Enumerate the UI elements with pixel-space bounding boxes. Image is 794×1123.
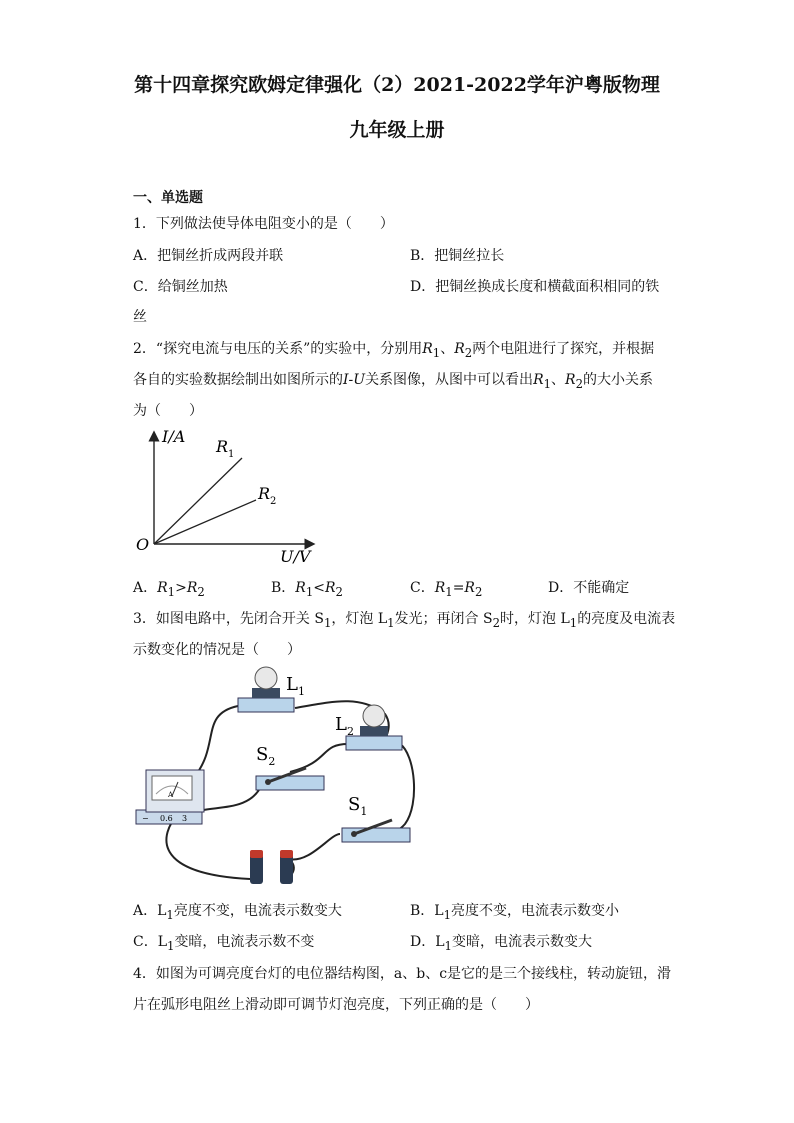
q2-stem-line3: 为（ ）: [133, 403, 203, 419]
r2-line: [154, 500, 256, 544]
q3-stem-line1: 3．如图电路中，先闭合开关 $S_1$，灯泡 $L_1$发光；再闭合 $S_2$时，灯泡 $L_1$的亮度及电流表: [133, 611, 676, 630]
r1-label: $R_1$: [216, 437, 235, 460]
q1-option-c: C．给铜丝加热: [133, 279, 228, 295]
q2-option-a: A．$R_1>R_2$: [133, 580, 205, 599]
q4-stem-line1: 4．如图为可调亮度台灯的电位器结构图，a、b、c是它的是三个接线柱，转动旋钮，滑: [133, 966, 672, 982]
r1-line: [154, 458, 242, 544]
q2-option-b: B．$R_1<R_2$: [271, 580, 343, 599]
r2-label: $R_2$: [258, 484, 277, 507]
q3-option-d: D．$L_1$变暗，电流表示数变大: [410, 934, 592, 953]
section-heading: 一、单选题: [133, 190, 203, 206]
q2-stem-line1: 2．“探究电流与电压的关系”的实验中，分别用$R_1$、$R_2$两个电阻进行了探究，并根据: [133, 341, 655, 360]
l1-label: $L_1$: [286, 674, 305, 698]
y-axis-label: I/A: [162, 427, 186, 446]
ammeter-terminal-minus: −: [142, 814, 149, 823]
ammeter-symbol: A: [168, 791, 174, 799]
s1-label: $S_1$: [348, 794, 368, 818]
document-title-line1: 第十四章探究欧姆定律强化（2）2021-2022学年沪粤版物理: [134, 74, 660, 96]
circuit-diagram: [130, 664, 430, 890]
q2-option-c: C．$R_1=R_2$: [410, 580, 483, 599]
s2-label: $S_2$: [256, 744, 276, 768]
iu-graph: [130, 422, 340, 567]
ammeter: [136, 770, 204, 824]
q1-option-b: B．把铜丝拉长: [410, 248, 505, 264]
bulb-l1: [238, 667, 305, 712]
battery-pack: [250, 850, 293, 884]
q2-option-d: D．不能确定: [548, 580, 630, 596]
q3-option-a: A．$L_1$亮度不变，电流表示数变大: [133, 903, 342, 922]
ammeter-terminal-0-6: 0.6: [160, 814, 173, 823]
q2-stem-line2: 各自的实验数据绘制出如图所示的I-U关系图像，从图中可以看出$R_1$、$R_2$的大小关系: [133, 372, 653, 391]
q1-option-d-continued: 丝: [133, 309, 147, 325]
q3-option-b: B．$L_1$亮度不变，电流表示数变小: [410, 903, 620, 922]
origin-label: O: [136, 535, 150, 554]
q1-option-a: A．把铜丝折成两段并联: [133, 248, 284, 264]
x-axis-label: U/V: [280, 547, 311, 566]
ammeter-terminal-3: 3: [182, 814, 188, 823]
q1-option-d: D．把铜丝换成长度和横截面积相同的铁: [410, 279, 660, 295]
q3-option-c: C．$L_1$变暗，电流表示数不变: [133, 934, 315, 953]
document-title-line2: 九年级上册: [349, 119, 445, 141]
switch-s2: [256, 744, 324, 790]
switch-s1: [342, 794, 410, 842]
q3-stem-line2: 示数变化的情况是（ ）: [133, 642, 301, 658]
l2-label: $L_2$: [335, 714, 354, 738]
q4-stem-line2: 片在弧形电阻丝上滑动即可调节灯泡亮度，下列正确的是（ ）: [133, 997, 539, 1013]
q1-stem: 1．下列做法使导体电阻变小的是（ ）: [133, 216, 394, 232]
